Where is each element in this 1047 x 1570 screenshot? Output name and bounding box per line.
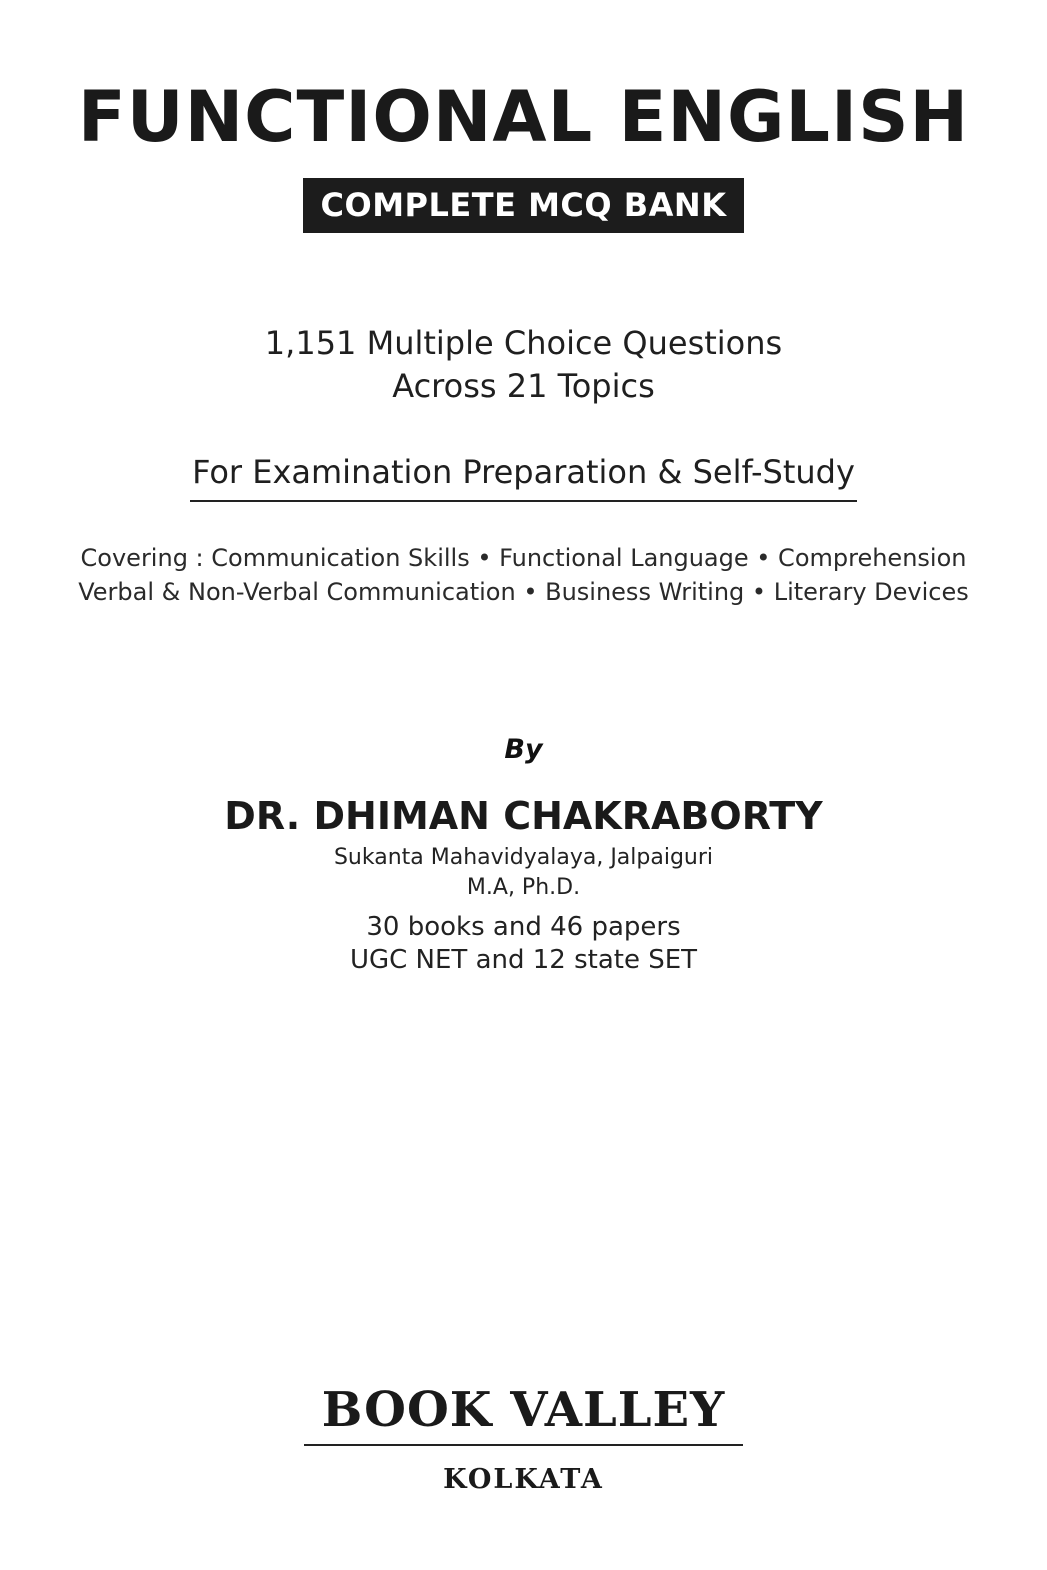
publisher-container bbox=[0, 1380, 1047, 1446]
author-degrees: M.A, Ph.D. bbox=[466, 875, 581, 900]
publisher-city: KOLKATA bbox=[443, 1464, 604, 1495]
author-achievement-line2: UGC NET and 12 state SET bbox=[349, 945, 698, 975]
purpose-container bbox=[0, 450, 1047, 502]
subtitle-badge-container bbox=[0, 178, 1047, 233]
author-name: DR. DHIMAN CHAKRABORTY bbox=[224, 794, 823, 838]
purpose-line: For Examination Preparation & Self-Study bbox=[190, 450, 857, 502]
question-count: 1,151 Multiple Choice Questions bbox=[264, 324, 783, 362]
author-institution: Sukanta Mahavidyalaya, Jalpaiguri bbox=[333, 845, 714, 870]
by-label: By bbox=[504, 734, 543, 765]
book-title: FUNCTIONAL ENGLISH bbox=[77, 76, 970, 158]
topic-count: Across 21 Topics bbox=[392, 367, 655, 405]
author-achievement-line1: 30 books and 46 papers bbox=[366, 912, 681, 942]
subtitle-badge: COMPLETE MCQ BANK bbox=[303, 178, 745, 233]
covering-topics-line1: Covering : Communication Skills • Functional Language • Comprehension bbox=[80, 544, 967, 572]
publisher-name: BOOK VALLEY bbox=[304, 1380, 744, 1446]
covering-topics-line2: Verbal & Non-Verbal Communication • Business Writing • Literary Devices bbox=[78, 578, 969, 606]
